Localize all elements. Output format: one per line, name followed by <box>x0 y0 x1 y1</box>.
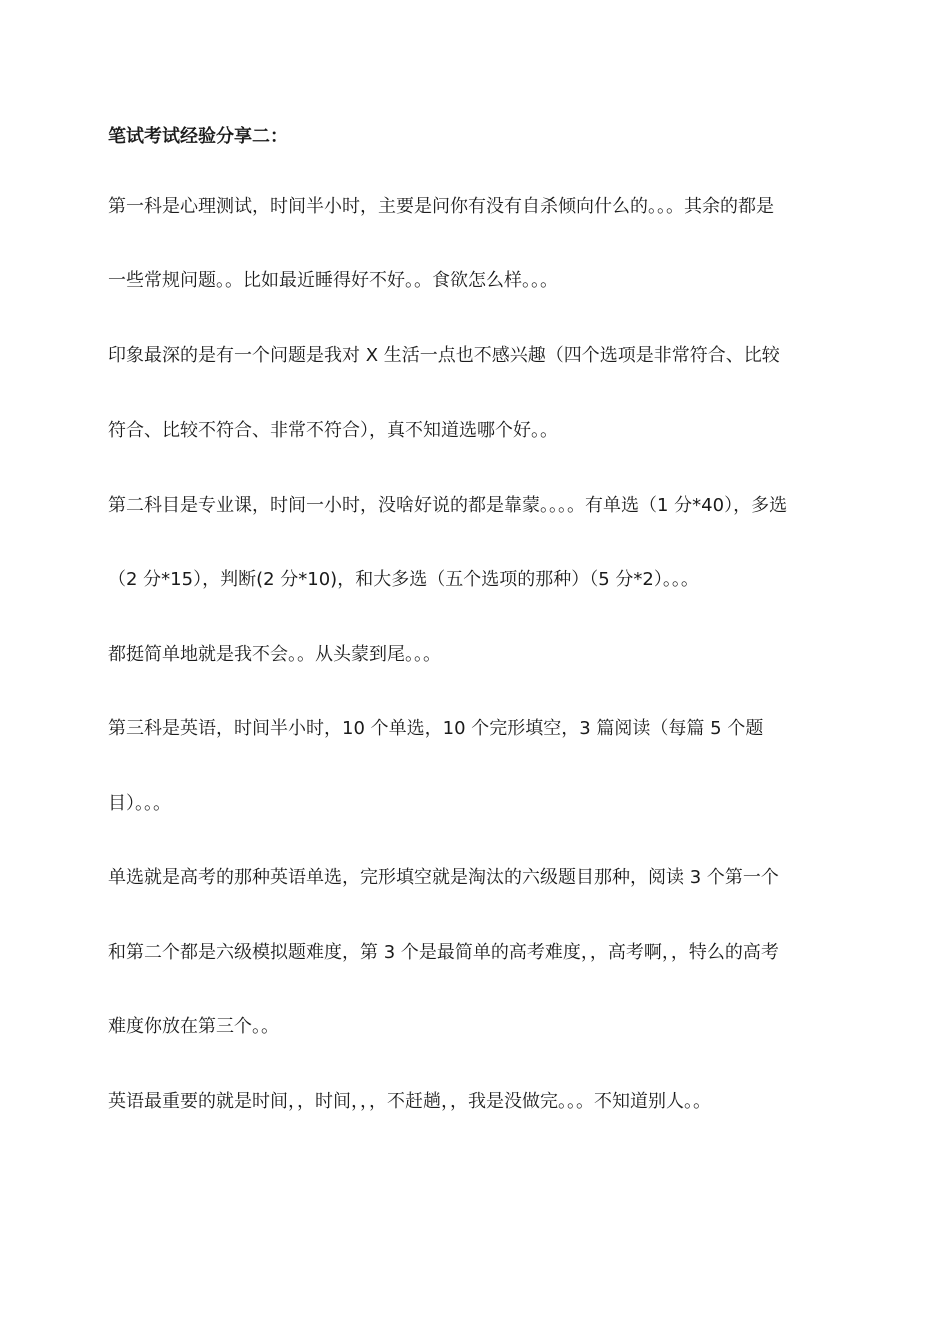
paragraph-line: （2 分*15），判断(2 分*10)，和大多选（五个选项的那种）（5 分*2）。。。 <box>108 569 699 590</box>
paragraph-line: 英语最重要的就是时间，，时间，，，不赶趟，，我是没做完。。。不知道别人。。 <box>108 1091 711 1112</box>
paragraph-line: 第二科目是专业课，时间一小时，没啥好说的都是靠蒙。。。。有单选（1 分*40），多选 <box>108 495 788 516</box>
paragraph-line: 和第二个都是六级模拟题难度，第 3 个是最简单的高考难度，，高考啊，，特么的高考 <box>108 942 779 963</box>
paragraph-line: 一些常规问题。。比如最近睡得好不好。。食欲怎么样。。。 <box>108 270 558 291</box>
paragraph-line: 目）。。。 <box>108 793 171 814</box>
document-title: 笔试考试经验分享二： <box>108 126 288 147</box>
paragraph-line: 第三科是英语，时间半小时，10 个单选，10 个完形填空，3 篇阅读（每篇 5 个题 <box>108 718 764 739</box>
paragraph-line: 第一科是心理测试，时间半小时，主要是问你有没有自杀倾向什么的。。。其余的都是 <box>108 196 774 217</box>
paragraph-line: 都挺简单地就是我不会。。从头蒙到尾。。。 <box>108 644 441 665</box>
paragraph-line: 印象最深的是有一个问题是我对 X 生活一点也不感兴趣（四个选项是非常符合、比较 <box>108 345 780 366</box>
paragraph-line: 难度你放在第三个。。 <box>108 1016 279 1037</box>
paragraph-line: 符合、比较不符合、非常不符合），真不知道选哪个好。。 <box>108 420 558 441</box>
paragraph-line: 单选就是高考的那种英语单选，完形填空就是淘汰的六级题目那种，阅读 3 个第一个 <box>108 867 779 888</box>
